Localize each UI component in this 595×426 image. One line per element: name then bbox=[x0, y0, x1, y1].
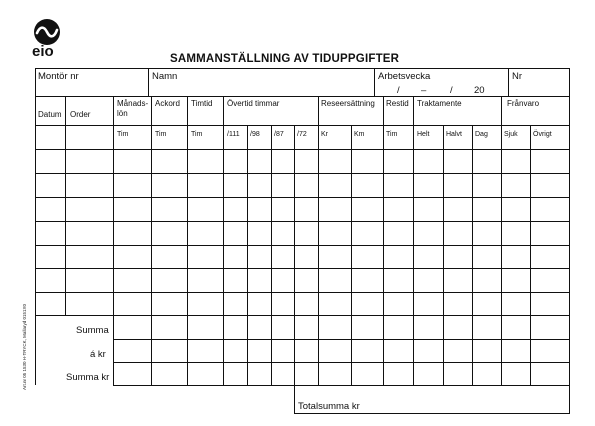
totalsumma-kr-label: Totalsumma kr bbox=[298, 401, 360, 412]
summa-kr-label: Summa kr bbox=[66, 372, 110, 383]
overtid-111-subheader: /111 bbox=[227, 131, 240, 138]
sjuk-subheader: Sjuk bbox=[504, 131, 518, 138]
dag-subheader: Dag bbox=[475, 131, 488, 138]
manadslon-header-line2: lön bbox=[117, 109, 128, 118]
summa-label: Summa bbox=[76, 325, 109, 336]
date-separator-2: / bbox=[450, 85, 453, 96]
traktamente-header: Traktamente bbox=[417, 99, 462, 108]
ackord-header: Ackord bbox=[155, 99, 180, 108]
overtid-72-subheader: /72 bbox=[297, 131, 307, 138]
reseersattning-header: Reseersättning bbox=[321, 99, 375, 108]
overtid-header: Övertid timmar bbox=[227, 99, 280, 108]
ackord-tim-subheader: Tim bbox=[155, 131, 167, 138]
km-subheader: Km bbox=[354, 131, 365, 138]
restid-header: Restid bbox=[386, 99, 409, 108]
overtid-87-subheader: /87 bbox=[274, 131, 284, 138]
overtid-98-subheader: /98 bbox=[250, 131, 260, 138]
date-separator-1: / bbox=[397, 85, 400, 96]
manadslon-tim-subheader: Tim bbox=[117, 131, 129, 138]
manadslon-header-line1: Månads- bbox=[117, 99, 149, 108]
montor-nr-label: Montör nr bbox=[38, 71, 79, 82]
nr-label: Nr bbox=[512, 71, 523, 82]
halvt-subheader: Halvt bbox=[446, 131, 462, 138]
restid-tim-subheader: Tim bbox=[386, 131, 398, 138]
order-header: Order bbox=[70, 110, 91, 119]
datum-header: Datum bbox=[38, 110, 62, 119]
helt-subheader: Helt bbox=[417, 131, 430, 138]
franvaro-header: Frånvaro bbox=[507, 99, 540, 108]
page-title: SAMMANSTÄLLNING AV TIDUPPGIFTER bbox=[170, 53, 400, 65]
date-dash: – bbox=[421, 85, 427, 96]
timtid-header: Timtid bbox=[191, 99, 213, 108]
ovrigt-subheader: Övrigt bbox=[533, 131, 552, 138]
date-year: 20 bbox=[474, 85, 485, 96]
kr-subheader: Kr bbox=[321, 131, 328, 138]
logo-text: eio bbox=[32, 43, 54, 58]
a-kr-label: á kr bbox=[90, 349, 106, 360]
arbetsvecka-label: Arbetsvecka bbox=[378, 71, 431, 82]
namn-label: Namn bbox=[152, 71, 178, 82]
article-number-text: Art.nr 05 1530 H-TRYCK, Mallaryd 0151X0 bbox=[22, 304, 27, 390]
timtid-tim-subheader: Tim bbox=[191, 131, 203, 138]
